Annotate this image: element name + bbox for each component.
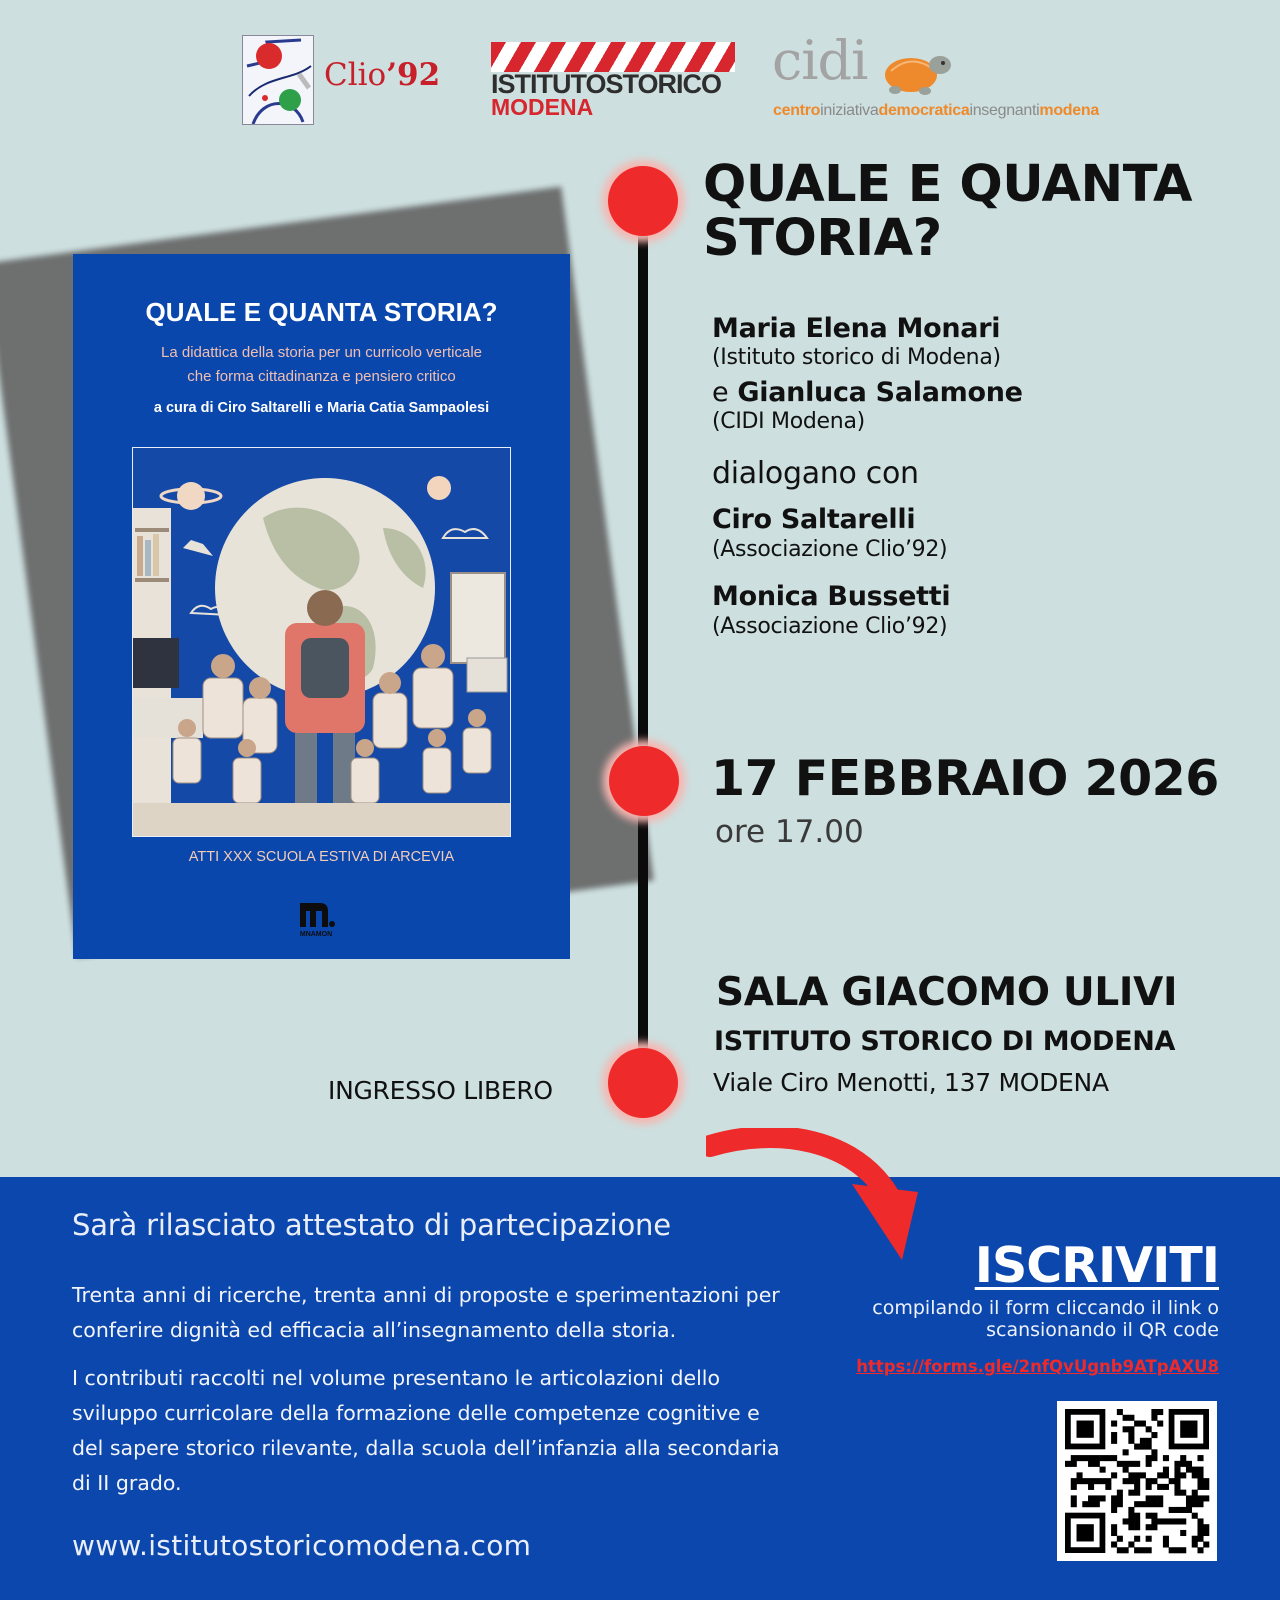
book-subtitle: La didattica della storia per un curricolo verticale che forma cittadinanza e pensiero critico [161,344,482,385]
info-band [0,1177,1280,1600]
cidi-tagline-part: iniziativa [820,102,879,119]
timeline-dot-venue [608,1048,678,1118]
event-date: 17 FEBBRAIO 2026 [711,750,1219,807]
book-series: ATTI XXX SCUOLA ESTIVA DI ARCEVIA [188,849,455,865]
description-paragraph-1: Trenta anni di ricerche, trenta anni di proposte e sperimentazioni per conferire dignità ed efficacia all’insegnamento della storia. [72,1283,780,1342]
free-entry-label: INGRESSO LIBERO [328,1076,553,1105]
cidi-tagline [773,102,1099,120]
event-time: ore 17.00 [715,814,864,850]
clio92-logo [242,35,458,127]
istituto-storico-logo [491,42,735,120]
website-link[interactable]: www.istitutostoricomodena.com [72,1529,532,1562]
istituto-stripes-icon [491,42,735,72]
speaker2-affiliation: (CIDI Modena) [712,409,865,434]
form-link[interactable]: https://forms.gle/2nfQvUgnb9ATpAXU8 [856,1357,1219,1376]
publisher-logo-icon [296,899,336,937]
venue-address: Viale Ciro Menotti, 137 MODENA [713,1068,1109,1097]
guest2-name: Monica Bussetti [712,581,951,612]
cidi-tagline-part: insegnanti [969,102,1040,119]
istituto-logo-line1: ISTITUTOSTORICO [491,69,722,99]
qr-code[interactable] [1057,1401,1217,1561]
clio92-emblem-icon [242,35,314,125]
book-curators: a cura di Ciro Saltarelli e Maria Catia Sampaolesi [153,400,490,416]
guest2-affiliation: (Associazione Clio’92) [712,614,948,639]
timeline-dot-date [609,746,679,816]
timeline-line [638,198,648,1080]
dialog-label: dialogano con [712,456,919,491]
book-cover [73,254,570,959]
certificate-note: Sarà rilasciato attestato di partecipazione [72,1208,671,1242]
istituto-logo-line2: MODENA [491,94,594,120]
speaker1-affiliation: (Istituto storico di Modena) [712,345,1001,370]
guest1-name: Ciro Saltarelli [712,504,916,535]
register-instructions: compilando il form cliccando il link o scansionando il QR code [872,1297,1219,1341]
timeline-dot-title [608,166,678,236]
venue-name: SALA GIACOMO ULIVI [716,970,1178,1015]
arrow-icon [706,1128,936,1268]
turtle-icon [877,45,955,97]
event-title: QUALE E QUANTA STORIA? [703,155,1193,268]
cidi-tagline-part: democratica [878,102,970,119]
clio92-wordmark: Clio’92 [324,57,441,93]
speaker1-name: Maria Elena Monari [712,313,1001,344]
book-illustration [132,447,511,837]
register-link[interactable]: ISCRIVITI [974,1237,1219,1294]
cidi-wordmark: cidi [772,29,868,92]
description-paragraph-2: I contributi raccolti nel volume presentano le articolazioni dello sviluppo curricolare della formazione delle competenze cognitive e del sapere storico rilevante, dalla scuola dell’infanzia alla secondaria di II grado. [72,1366,780,1495]
speaker2-name: e Gianluca Salamone [712,377,1023,408]
venue-institution: ISTITUTO STORICO DI MODENA [714,1026,1176,1057]
cidi-logo [772,29,1122,127]
cidi-tagline-part: centro [773,102,821,119]
cidi-tagline-part: modena [1039,102,1099,119]
guest1-affiliation: (Associazione Clio’92) [712,537,948,562]
book-title: QUALE E QUANTA STORIA? [145,297,498,327]
publisher-name: MNAMON [299,931,333,937]
